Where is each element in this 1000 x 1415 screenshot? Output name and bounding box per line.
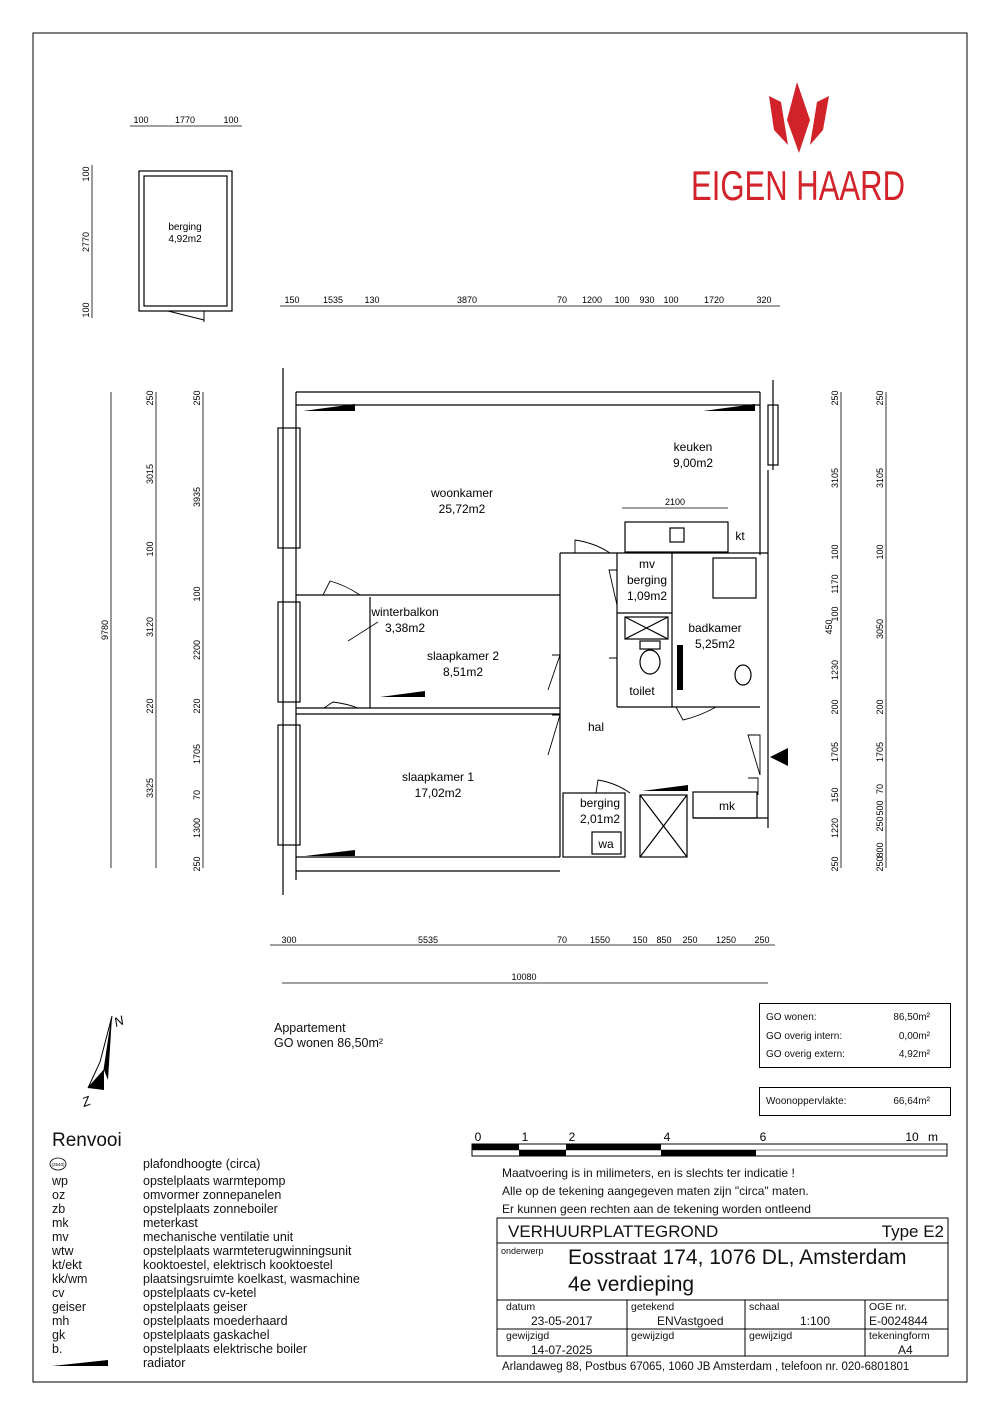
dim-top: 130	[364, 295, 380, 305]
room-keuken-name: keuken	[673, 440, 713, 454]
room-keuken-area: 9,00m2	[672, 456, 714, 470]
shed-dim-left: 100	[81, 302, 91, 318]
dim-left-a: 220	[145, 698, 155, 714]
dim-left-a: 250	[145, 390, 155, 406]
legend-abbr: wtw	[52, 1244, 74, 1258]
dim-right-a: 1170	[830, 574, 840, 594]
room-berging-hal-area: 2,01m2	[579, 812, 621, 826]
room-badkamer-area: 5,25m2	[694, 637, 736, 651]
legend-desc: opstelplaats warmteterugwinningsunit	[143, 1244, 352, 1258]
scale-bar	[472, 1144, 947, 1156]
room-winterbalkon-name: winterbalkon	[371, 605, 439, 619]
areas-box	[759, 1003, 951, 1068]
scale-tick: 0	[474, 1130, 482, 1144]
legend-title: Renvooi	[52, 1130, 122, 1151]
room-slaapkamer1-area: 17,02m2	[414, 786, 462, 800]
dim-right-a: 250	[830, 856, 840, 872]
room-berging-small-area: 1,09m2	[626, 589, 668, 603]
shed	[139, 171, 232, 322]
dim-left-a: 3015	[145, 463, 155, 485]
dim-right-b: 250	[875, 856, 885, 872]
scale-unit: m	[928, 1130, 938, 1144]
dim-right-b: 1705	[875, 741, 885, 763]
legend-abbr: geiser	[52, 1300, 87, 1314]
dim-right-b: 100	[875, 544, 885, 560]
room-wa: wa	[598, 837, 614, 851]
shed-dim-top: 100	[223, 115, 239, 125]
datum-value: 23-05-2017	[531, 1314, 593, 1328]
title-type: Type E2	[881, 1222, 944, 1241]
dim-right-b: 3050	[875, 618, 885, 640]
legend-desc: meterkast	[143, 1216, 198, 1230]
dim-left-b: 220	[192, 698, 202, 714]
dim-right-b: 250	[875, 390, 885, 406]
oge-label: OGE nr.	[869, 1301, 907, 1313]
shed-label: berging	[168, 222, 202, 233]
scale-tick: 10	[905, 1130, 919, 1144]
woonoppervlakte-box	[759, 1087, 951, 1116]
datum-label: datum	[506, 1301, 536, 1313]
legend-desc: opstelplaats cv-ketel	[143, 1286, 257, 1300]
legend-desc: plafondhoogte (circa)	[143, 1157, 261, 1171]
shed-area: 4,92m2	[168, 234, 202, 245]
legend-desc: opstelplaats elektrische boiler	[143, 1342, 307, 1356]
woonoppervlakte-value: 66,64m²	[893, 1096, 930, 1107]
legend-abbr: mh	[52, 1314, 70, 1328]
dim-left-a: 3325	[145, 777, 155, 799]
logo-flame-center	[787, 82, 810, 153]
title-footer: Arlandaweg 88, Postbus 67065, 1060 JB Amsterdam , telefoon nr. 020-6801801	[502, 1361, 910, 1373]
dim-right-a: 1705	[830, 741, 840, 763]
dim-left-a: 100	[145, 541, 155, 557]
logo-flame-right	[810, 96, 829, 145]
dim-bottom: 250	[754, 935, 770, 945]
dim-left-b: 3935	[192, 486, 202, 508]
dim-right-b: 200	[875, 699, 885, 715]
dim-left-b: 2200	[192, 639, 202, 661]
dim-right-a: 1220	[830, 817, 840, 839]
dim-right-b: 800	[875, 842, 885, 858]
dim-bottom: 300	[281, 935, 297, 945]
brand-logo	[769, 82, 829, 153]
doors	[323, 540, 760, 795]
legend-desc: omvormer zonnepanelen	[143, 1188, 282, 1202]
dim-right-a: 250	[830, 390, 840, 406]
legend-abbr: zb	[52, 1202, 66, 1216]
dim-top: 320	[756, 295, 772, 305]
note-line: Er kunnen geen rechten aan de tekening worden ontleend	[502, 1202, 811, 1216]
gewijzigd2-label: gewijzigd	[631, 1330, 675, 1342]
room-hal: hal	[587, 720, 605, 734]
room-woonkamer-area: 25,72m2	[438, 502, 486, 516]
room-slaapkamer1-name: slaapkamer 1	[401, 770, 475, 784]
oge-value: E-0024844	[869, 1314, 928, 1328]
room-winterbalkon-area: 3,38m2	[384, 621, 426, 635]
dim-top: 1535	[322, 295, 344, 305]
apartment-summary	[274, 1021, 383, 1051]
dim-left-a: 3120	[145, 616, 155, 638]
legend-desc: plaatsingsruimte koelkast, wasmachine	[143, 1272, 360, 1286]
dim-left-b: 250	[192, 856, 202, 872]
title-floor: 4e verdieping	[568, 1273, 695, 1296]
dim-top: 100	[614, 295, 630, 305]
room-badkamer-name: badkamer	[688, 621, 742, 635]
woonoppervlakte-label: Woonoppervlakte:	[766, 1096, 847, 1107]
getekend-label: getekend	[631, 1301, 675, 1313]
shed-dim-left: 2770	[81, 231, 91, 253]
dim-right-b: 500	[875, 800, 885, 816]
dim-top: 930	[639, 295, 655, 305]
tekeningformaat-value: A4	[898, 1343, 913, 1357]
dimension-lines	[111, 306, 886, 983]
dim-bottom-total: 10080	[511, 972, 537, 982]
legend-desc: opstelplaats geiser	[143, 1300, 248, 1314]
area-label: GO overig intern:	[766, 1031, 843, 1042]
shed-dim-top: 1770	[174, 115, 196, 125]
area-value: 86,50m²	[893, 1012, 930, 1023]
brand-name: EIGEN HAARD	[691, 162, 905, 209]
dim-bottom: 850	[656, 935, 672, 945]
dim-right-a: 150	[830, 787, 840, 803]
dim-bottom: 1250	[715, 935, 737, 945]
title-heading: VERHUURPLATTEGROND	[508, 1222, 719, 1241]
dim-right-b: 70	[875, 783, 885, 795]
radiators	[303, 404, 755, 856]
radiator-legend-icon	[52, 1360, 108, 1366]
getekend-value: ENVastgoed	[657, 1314, 724, 1328]
room-toilet: toilet	[629, 684, 655, 698]
dim-top: 100	[663, 295, 679, 305]
legend-abbr: mv	[52, 1230, 69, 1244]
legend-desc: opstelplaats gaskachel	[143, 1328, 270, 1342]
dim-right-a: 100	[830, 544, 840, 560]
scale-tick: 6	[759, 1130, 767, 1144]
dim-right-a: 3105	[830, 467, 840, 489]
legend-desc: opstelplaats warmtepomp	[143, 1174, 286, 1188]
room-slaapkamer2-area: 8,51m2	[442, 665, 484, 679]
compass-south: Z	[79, 1093, 93, 1110]
legend-abbr: cv	[52, 1286, 65, 1300]
scale-tick: 1	[521, 1130, 529, 1144]
dim-right-a: 100	[830, 606, 840, 622]
legend-desc: mechanische ventilatie unit	[143, 1230, 294, 1244]
room-berging-hal-name: berging	[579, 796, 621, 810]
room-mv: mv	[639, 557, 655, 571]
note-line: Alle op de tekening aangegeven maten zijn "circa" maten.	[502, 1184, 809, 1198]
ceiling-height-symbol: (2540)	[51, 1162, 65, 1167]
dim-top: 3870	[456, 295, 478, 305]
dim-left-total: 9780	[100, 619, 110, 641]
legend-abbr: oz	[52, 1188, 66, 1202]
gewijzigd3-label: gewijzigd	[749, 1330, 793, 1342]
dim-left-b: 1300	[192, 817, 202, 839]
dim-bottom: 1550	[589, 935, 611, 945]
dim-right-a: 1230	[830, 659, 840, 681]
area-label: GO overig extern:	[766, 1049, 845, 1060]
title-address: Eosstraat 174, 1076 DL, Amsterdam	[568, 1246, 907, 1269]
compass-north: N	[111, 1012, 126, 1030]
gewijzigd-value: 14-07-2025	[531, 1343, 593, 1357]
shed-dim-lines	[92, 126, 242, 318]
room-slaapkamer2-name: slaapkamer 2	[426, 649, 500, 663]
compass-icon	[88, 1016, 112, 1090]
dim-left-b: 100	[192, 586, 202, 602]
room-berging-small-name: berging	[626, 573, 668, 587]
legend-abbr: kk/wm	[52, 1272, 88, 1286]
note-line: Maatvoering is in milimeters, en is slechts ter indicatie !	[502, 1166, 795, 1180]
area-value: 0,00m²	[898, 1031, 930, 1042]
dim-left-b: 250	[192, 390, 202, 406]
dim-right-b: 250	[875, 816, 885, 832]
apartment-line1: Appartement	[274, 1021, 346, 1035]
legend-abbr: wp	[52, 1174, 68, 1188]
dim-bottom: 70	[556, 935, 568, 945]
dim-top: 150	[284, 295, 300, 305]
shed-dim-top: 100	[133, 115, 149, 125]
dim-top: 1720	[703, 295, 725, 305]
dim-top: 1200	[581, 295, 603, 305]
entrance-marker	[770, 748, 788, 766]
dim-bottom: 5535	[417, 935, 439, 945]
scale-tick: 4	[663, 1130, 671, 1144]
dim-bottom: 250	[682, 935, 698, 945]
legend-abbr: mk	[52, 1216, 69, 1230]
legend-abbr: kt/ekt	[52, 1258, 82, 1272]
legend-abbr: gk	[52, 1328, 66, 1342]
legend-desc: kooktoestel, elektrisch kooktoestel	[143, 1258, 333, 1272]
room-woonkamer-name: woonkamer	[430, 486, 494, 500]
dim-left-b: 1705	[192, 743, 202, 765]
logo-flame-left	[769, 96, 788, 145]
scale-tick: 2	[568, 1130, 576, 1144]
schaal-label: schaal	[749, 1301, 780, 1313]
dim-top: 70	[556, 295, 568, 305]
room-kt: kt	[735, 529, 745, 543]
title-onderwerp-label: onderwerp	[501, 1246, 544, 1256]
shed-dim-left: 100	[81, 166, 91, 182]
dim-right-a: 450	[824, 619, 834, 635]
apartment-line2: GO wonen 86,50m²	[274, 1036, 384, 1050]
room-mk: mk	[719, 799, 735, 813]
area-value: 4,92m²	[898, 1049, 930, 1060]
legend-abbr: b.	[52, 1342, 63, 1356]
legend-desc: opstelplaats moederhaard	[143, 1314, 288, 1328]
legend-desc: opstelplaats zonneboiler	[143, 1202, 278, 1216]
notes	[502, 1164, 811, 1218]
tekeningformaat-label: tekeningform	[869, 1330, 930, 1342]
dim-bottom: 150	[632, 935, 648, 945]
gewijzigd-label: gewijzigd	[506, 1330, 550, 1342]
schaal-value: 1:100	[800, 1314, 831, 1328]
kitchen-dim: 2100	[664, 497, 686, 507]
dim-right-a: 200	[830, 699, 840, 715]
legend-desc: radiator	[143, 1356, 186, 1370]
dim-right-b: 3105	[875, 467, 885, 489]
dim-left-b: 70	[192, 789, 202, 801]
area-label: GO wonen:	[766, 1012, 817, 1023]
